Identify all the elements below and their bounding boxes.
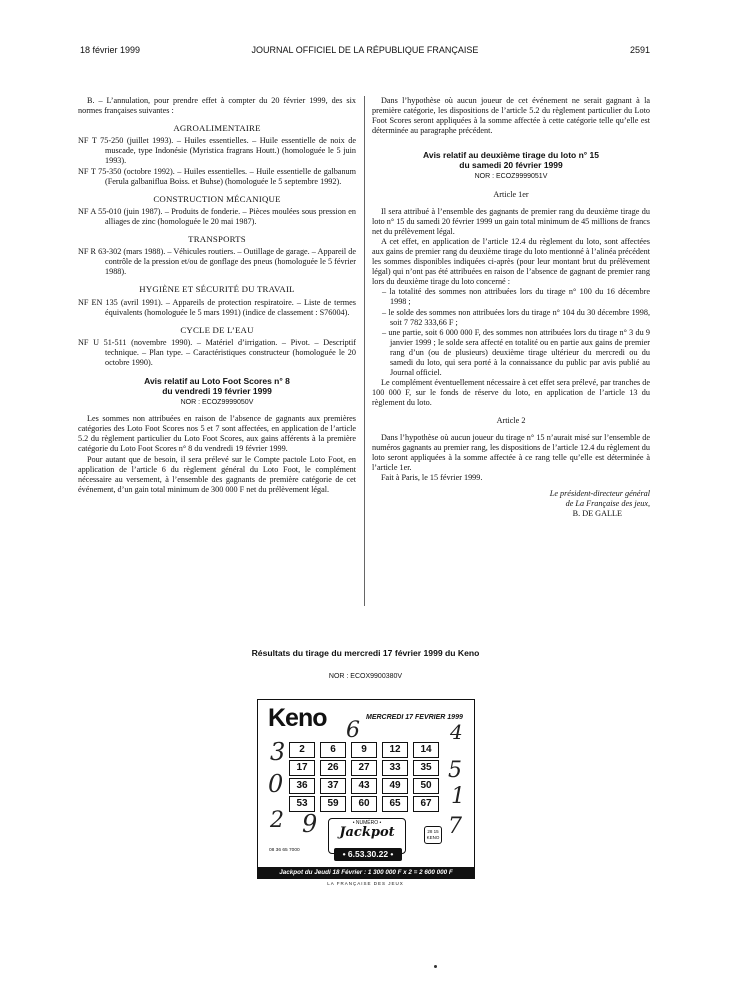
fdj-footer: LA FRANÇAISE DES JEUX (327, 881, 404, 886)
drawn-number: 60 (351, 796, 377, 812)
intro-paragraph: B. – L’annulation, pour prendre effet à compter du 20 février 1999, des six normes françaises suivantes : (78, 96, 356, 116)
keno-results-title: Résultats du tirage du mercredi 17 février 1999 du Keno (251, 648, 480, 658)
keno-badge: 28 15 KENO (424, 826, 442, 844)
list-item: – une partie, soit 6 000 000 F, des sommes non attribuées lors du tirage n° 3 du 9 janvier 1999 ; le solde sera affecté en totalité ou en partie aux gains de premier rang d’un (ou de plusieurs) deuxième tirage ultérieur du mercredi ou du samedi du loto, qui sera porté à la connaissance du public par avis publié au Journal officiel. (382, 327, 650, 378)
nor-reference: NOR : ECOZ9999051V (474, 173, 548, 181)
norm-entry: NF A 55-010 (juin 1987). – Produits de fonderie. – Pièces moulées sous pression en alliages de zinc (homologuée le 20 mai 1987). (78, 206, 356, 226)
norm-entry: NF T 75-250 (juillet 1993). – Huiles essentielles. – Huile essentielle de noix de muscade, type Indonésie (Myristica fragrans Houtt.) (homologuée le 5 juin 1993). (78, 136, 356, 166)
drawn-number: 36 (289, 778, 315, 794)
signature-name: B. DE GALLE (572, 509, 622, 519)
drawn-number: 27 (351, 760, 377, 776)
handwritten-mark: 7 (448, 814, 462, 839)
avis-subtitle: du samedi 20 février 1999 (459, 160, 563, 171)
keno-ticket (257, 699, 475, 879)
phone-info: 08 36 65 7000 (269, 848, 300, 853)
handwritten-mark: 4 (450, 720, 463, 744)
drawn-number: 53 (289, 796, 315, 812)
nor-reference: NOR : ECOZ9999050V (180, 399, 254, 407)
keno-logo: Keno (268, 704, 327, 732)
norm-entry: NF R 63-302 (mars 1988). – Véhicules routiers. – Outillage de garage. – Appareil de contrôle de la pression et/ou de gonflage des pneus (homologuée le 5 février 1988). (78, 247, 356, 277)
header-page-number: 2591 (629, 45, 650, 55)
handwritten-mark: 6 (346, 718, 360, 743)
norm-entry: NF EN 135 (avril 1991). – Appareils de protection respiratoire. – Liste de termes équivalents (homologuée le 5 mars 1991) (indice de classement : S76004). (78, 297, 356, 317)
avis-subtitle: du vendredi 19 février 1999 (162, 386, 272, 397)
drawn-number: 59 (320, 796, 346, 812)
body-paragraph: Dans l’hypothèse où aucun joueur de cet événement ne serait gagnant à la première catégorie, les dispositions de l’article 5.2 du règlement particulier du Loto Foot Scores seront appliquées à la somme affectée à cette catégorie telle qu’elle est déterminée au paragraphe précédent. (372, 96, 650, 136)
drawn-number: 33 (382, 760, 408, 776)
body-paragraph: Il sera attribué à l’ensemble des gagnants de premier rang du deuxième tirage du loto n° 15 du samedi 20 février 1999 un gain total minimum de 45 millions de francs net du prélèvement légal. (372, 206, 650, 236)
handwritten-mark: 5 (448, 758, 462, 783)
handwritten-mark: 3 (270, 738, 286, 766)
norm-entry: NF U 51-511 (novembre 1990). – Matériel d’irrigation. – Pivot. – Descriptif technique. – Plan type. – Caractéristiques constructeur (homologuée le 20 octobre 1990). (78, 337, 356, 367)
list-item: – la totalité des sommes non attribuées lors du tirage n° 100 du 16 décembre 1998 ; (382, 287, 650, 307)
section-title: CONSTRUCTION MÉCANIQUE (153, 193, 281, 204)
avis-title: Avis relatif au Loto Foot Scores n° 8 (144, 376, 290, 387)
keno-nor-reference: NOR : ECOX9900380V (328, 673, 403, 680)
sum-list (372, 287, 650, 378)
page-header (80, 45, 650, 59)
drawn-number: 26 (320, 760, 346, 776)
signature-title: de La Française des jeux, (565, 499, 650, 509)
body-paragraph: Pour autant que de besoin, il sera prélevé sur le Compte pactole Loto Foot, en application de l’article 6 du règlement général du Loto Foot, le complément nécessaire au versement, à l’ensemble des gagnants de première catégorie de cet événement, d’un gain total minimum de 300 000 F net du prélèvement légal. (78, 454, 356, 494)
drawn-number: 2 (289, 742, 315, 758)
body-paragraph: Le complément éventuellement nécessaire à cet effet sera prélevé, par tranches de 100 000 F, sur le fonds de réserve du loto, en application de l’article 13 du règlement du loto. (372, 378, 650, 408)
drawn-number: 9 (351, 742, 377, 758)
drawn-number: 37 (320, 778, 346, 794)
section-title: AGROALIMENTAIRE (173, 123, 261, 134)
signature-title: Le président-directeur général (549, 489, 650, 498)
drawn-number: 67 (413, 796, 439, 812)
header-date: 18 février 1999 (80, 45, 141, 55)
jackpot-phone-number: • 6.53.30.22 • (334, 848, 402, 861)
drawn-number: 43 (351, 778, 377, 794)
left-column (78, 96, 356, 495)
list-item: – le solde des sommes non attribuées lors du tirage n° 104 du 30 décembre 1998, soit 7 782 333,66 F ; (382, 307, 650, 327)
right-column (372, 96, 650, 519)
handwritten-mark: 0 (268, 770, 284, 798)
drawn-number: 14 (413, 742, 439, 758)
jackpot-word: Jackpot (339, 825, 395, 840)
body-paragraph: A cet effet, en application de l’article 12.4 du règlement du loto, sont affectées aux gains de premier rang du deuxième tirage du loto mentionné à l’alinéa précédent les sommes disponibles indiquées ci-après (pour leur montant brut du prélèvement légal) qui n’ont pas été attribuées en raison de l’absence de gagnant de premier rang lors du deuxième tirage du loto concerné : (372, 236, 650, 287)
body-paragraph: Les sommes non attribuées en raison de l’absence de gagnants aux premières catégories des Loto Foot Scores nos 5 et 7 sont affectées, en application de l’article 5.2 du règlement particulier du Loto Foot Scores, aux gains afférents à la première catégorie du Loto Foot Scores n° 8 du vendredi 19 février 1999. (78, 414, 356, 454)
section-title: HYGIÈNE ET SÉCURITÉ DU TRAVAIL (139, 284, 295, 295)
drawn-number: 12 (382, 742, 408, 758)
date-place: Fait à Paris, le 15 février 1999. (381, 472, 483, 482)
column-divider (364, 96, 365, 606)
article-heading: Article 2 (496, 416, 526, 426)
drawn-number: 49 (382, 778, 408, 794)
drawn-number: 65 (382, 796, 408, 812)
handwritten-mark: 9 (302, 810, 318, 838)
avis-title: Avis relatif au deuxième tirage du loto n° 15 (423, 150, 599, 161)
page-speck (434, 965, 437, 968)
drawn-number: 50 (413, 778, 439, 794)
drawn-number: 35 (413, 760, 439, 776)
ticket-date: MERCREDI 17 FEVRIER 1999 (366, 714, 463, 721)
norm-entry: NF T 75-350 (octobre 1992). – Huiles essentielles. – Huile essentielle de galbanum (Ferula galbaniflua Boiss. et Buhse) (homologuée le 5 septembre 1992). (78, 166, 356, 186)
jackpot-label: • NUMÉRO • (352, 820, 382, 826)
article-heading: Article 1er (493, 190, 529, 200)
handwritten-mark: 2 (270, 808, 284, 833)
handwritten-mark: 1 (451, 784, 465, 809)
jackpot-banner: Jackpot du Jeudi 18 Février : 1 300 000 F x 2 = 2 600 000 F (258, 867, 474, 878)
drawn-number: 17 (289, 760, 315, 776)
header-journal: JOURNAL OFFICIEL DE LA RÉPUBLIQUE FRANÇAISE (251, 45, 479, 55)
body-paragraph: Dans l’hypothèse où aucun joueur du tirage n° 15 n’aurait misé sur l’ensemble de numéros gagnants au premier rang, les dispositions de l’article 12.4 du règlement du loto seront appliquées à la somme affectée à ce rang telle qu’elle est déterminée à l’article 1er. (372, 432, 650, 472)
section-title: TRANSPORTS (188, 234, 246, 245)
section-title: CYCLE DE L’EAU (180, 324, 254, 335)
drawn-number: 6 (320, 742, 346, 758)
